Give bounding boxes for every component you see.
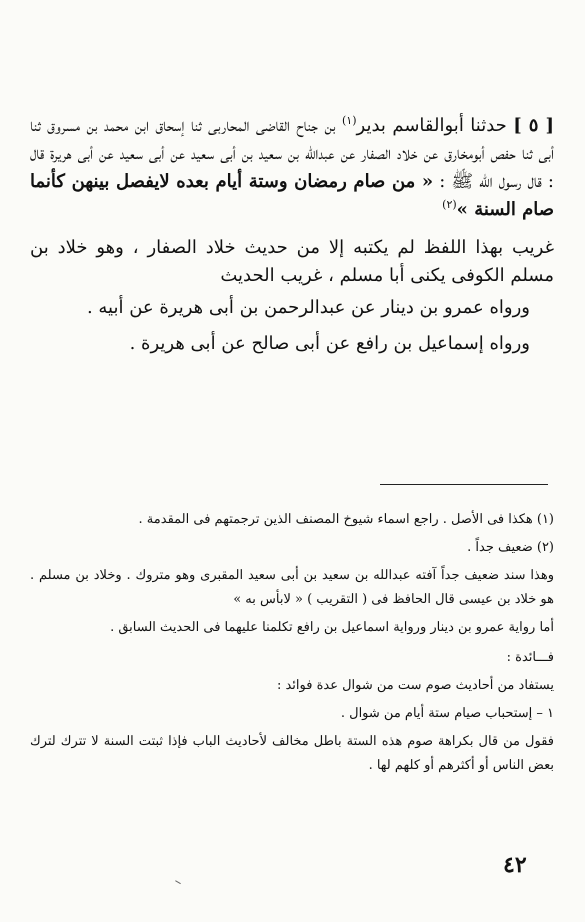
- footnote-2-detail: وهذا سند ضعيف جداً آفته عبدالله بن سعيد بن أبى سعيد المقبرى وهو متروك . وخلاد بن مسلم . هو خلاد بن عيسى قال الحافظ فى ( التقريب ) « لابأس به »: [30, 568, 554, 607]
- main-text: [30, 112, 554, 358]
- hadith-intro: حدثنا أبوالقاسم بدير: [356, 115, 507, 136]
- scan-mark: [175, 877, 183, 884]
- hadith-chain: بن جناح القاضى المحاربى ثنا إسحاق ابن محمد بن مسروق ثنا أبى ثنا حفص أبومخارق عن خلاد الصفار عن عبدالله بن سعيد بن أبى سعيد عن أبى سعيد عن أبى هريرة قال : قال رسول الله ﷺ :: [30, 115, 554, 192]
- narration-line-1: ورواه عمرو بن دينار عن عبدالرحمن بن أبى هريرة عن أبيه .: [86, 297, 530, 318]
- footnote-ref-2: (٢): [442, 198, 457, 211]
- benefit-item-1: ١ – إستحباب صيام ستة أيام من شوال .: [340, 706, 554, 721]
- footnote-2: (٢) ضعيف جداً .: [467, 540, 554, 555]
- footnote-separator: [380, 484, 548, 485]
- hadith-quote: « من صام رمضان وستة أيام بعده لايفصل بينهن كأنما صام السنة »: [30, 171, 554, 220]
- hadith-number: [ ٥ ]: [513, 115, 554, 136]
- narration-line-2: ورواه إسماعيل بن رافع عن أبى صالح عن أبى هريرة .: [129, 333, 530, 354]
- commentary-paragraph: غريب بهذا اللفظ لم يكتبه إلا من حديث خلاد الصفار ، وهو خلاد بن مسلم الكوفى يكنى أبا مسلم ، غريب الحديث: [30, 237, 554, 286]
- footnote-1: (١) هكذا فى الأصل . راجع اسماء شيوخ المصنف الذين ترجمتهم فى المقدمة .: [138, 512, 554, 527]
- benefit-intro: يستفاد من أحاديث صوم ست من شوال عدة فوائد :: [276, 678, 554, 693]
- footnotes-section: [30, 508, 554, 782]
- benefit-item-2: فقول من قال بكراهة صوم هذه الستة باطل مخالف لأحاديث الباب فإذا ثبتت السنة لا تترك لترك بعض الناس أو أكثرهم أو كلهم لها .: [30, 734, 554, 773]
- footnote-ref-1: (١): [342, 114, 357, 127]
- page-number: ٤٢: [503, 852, 527, 878]
- benefit-title: فـــائدة :: [506, 650, 554, 665]
- hadith-paragraph: [30, 112, 554, 224]
- footnote-2-note: أما رواية عمرو بن دينار ورواية اسماعيل بن رافع تكلمنا عليهما فى الحديث السابق .: [110, 620, 554, 635]
